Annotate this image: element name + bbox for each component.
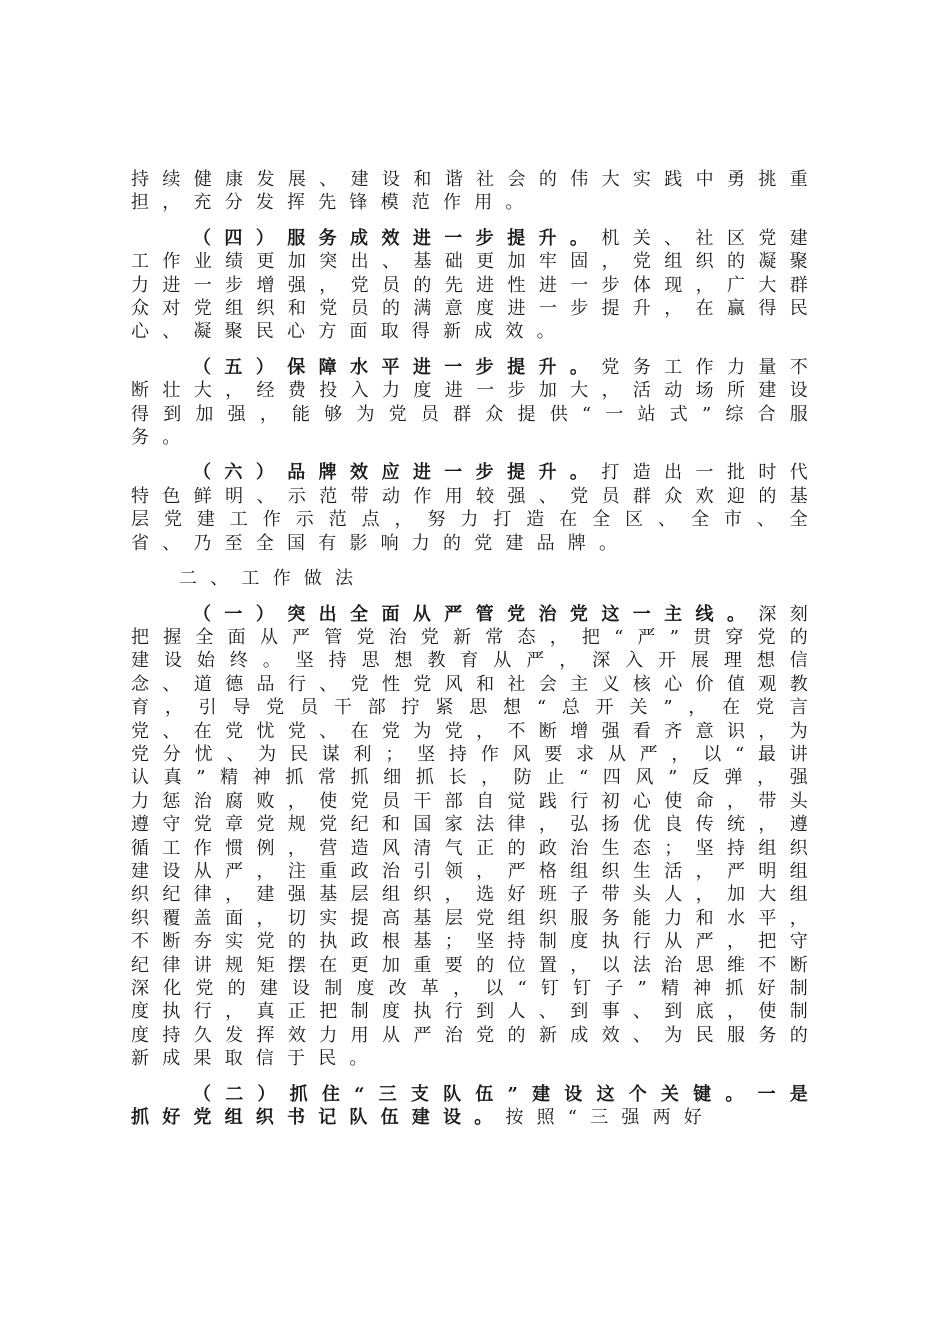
paragraph-heading: （二）抓住“三支队伍”建设这个关键。一是抓好党组织书记队伍建设。 bbox=[131, 1083, 821, 1129]
paragraph-body: 党务工作力量不断壮大，经费投入力度进一步加大，活动场所建设得到加强，能够为党员群众提供“一站式”综合服务。 bbox=[131, 356, 821, 449]
paragraph-body: 深刻把握全面从严管党治党新常态，把“严”贯穿党的建设始终。坚持思想教育从严，深入开展理想信念、道德品行、党性党风和社会主义核心价值观教育，引导党员干部拧紧思想“总开关”，在党言党、在党忧党、在党为党，不断增强看齐意识，为党分忧、为民谋利；坚持作风要求从严，以“最讲认真”精神抓常抓细抓长，防止“四风”反弹，强力惩治腐败，使党员干部自觉践行初心使命，带头遵守党章党规党纪和国家法律，弘扬优良传统，遵循工作惯例，营造风清气正的政治生态；坚持组织建设从严，注重政治引领，严格组织生活，严明组织纪律，建强基层组织，选好班子带头人，加大组织覆盖面，切实提高基层党组织服务能力和水平，不断夯实党的执政根基；坚持制度执行从严，把守纪律讲规矩摆在更加重要的位置，以法治思维不断深化党的建设制度改革，以“钉钉子”精神抓好制度执行，真正把制度执行到人、到事、到底，使制度持久发挥效力用从严治党的新成效、为民服务的新成果取信于民。 bbox=[131, 603, 821, 1070]
paragraph-body: 打造出一批时代特色鲜明、示范带动作用较强、党员群众欢迎的基层党建工作示范点，努力打造在全区、全市、全省、乃至全国有影响力的党建品牌。 bbox=[131, 462, 821, 554]
paragraph-body: 按照“三强两好 bbox=[505, 1107, 716, 1129]
paragraph-heading: （五）保障水平进一步提升。 bbox=[193, 356, 602, 378]
paragraph-body: 持续健康发展、建设和谐社会的伟大实践中勇挑重担，充分发挥先锋模范作用。 bbox=[131, 169, 821, 214]
paragraph-item-2 bbox=[131, 1083, 821, 1130]
paragraph-body: 机关、社区党建工作业绩更加突出、基础更加牢固，党组织的凝聚力进一步增强，党员的先进性进一步体现，广大群众对党组织和党员的满意度进一步提升，在赢得民心、凝聚民心方面取得新成效。 bbox=[131, 227, 821, 343]
paragraph-item-6 bbox=[131, 461, 821, 555]
document-page bbox=[131, 168, 821, 1141]
paragraph-heading: （一）突出全面从严管党治党这一主线。 bbox=[193, 603, 759, 625]
paragraph-item-5 bbox=[131, 356, 821, 450]
paragraph-item-4 bbox=[131, 227, 821, 344]
section-heading: 二、工作做法 bbox=[179, 568, 367, 590]
paragraph-item-1 bbox=[131, 603, 821, 1071]
paragraph-heading: （四）服务成效进一步提升。 bbox=[193, 227, 602, 249]
paragraph-continuation bbox=[131, 168, 821, 215]
paragraph-heading: （六）品牌效应进一步提升。 bbox=[193, 462, 602, 484]
